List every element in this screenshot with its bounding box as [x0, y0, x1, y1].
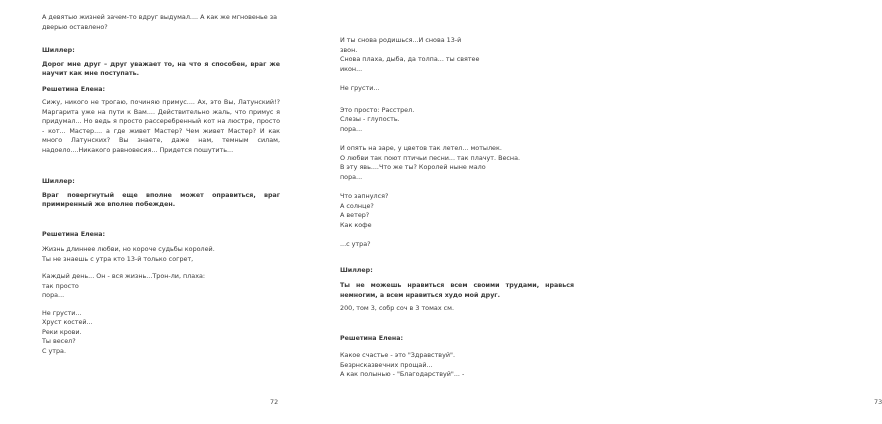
left-text-column: [42, 13, 280, 356]
right-text-column: [340, 36, 574, 380]
poem-line: пора...: [340, 124, 363, 133]
poem-line: икон...: [340, 64, 363, 73]
poem-line: А солнце?: [340, 201, 374, 210]
poem-line: О любви так поют птичьи песни... так плачут. Весна.: [340, 153, 521, 162]
poem-line: Как кофе: [340, 220, 372, 229]
poem-line: Снова плаха, дыба, да толпа... ты святее: [340, 55, 480, 63]
speaker-schiller: Шиллер:: [42, 47, 75, 54]
poem-line: звон.: [340, 45, 358, 54]
poem-line: пора...: [340, 172, 363, 181]
speaker-schiller: Шиллер:: [42, 178, 75, 185]
reply-reshetina-master: Сижу, никого не трогаю, починяю примус.... Ах, это Вы, Латунский!? Маргарита уже на пути к Вам.... Действительно жаль, что примус я придумал... Но ведь я просто рассеребренный кот на люстре, просто - кот... Мастер.... а где живет Мастер? Чем живет Мастер? И как много Латунских? Вы знаете, даже нам, темным силам, надоело....Никакого равновесия... Придется пошутить...: [42, 98, 280, 154]
intro-paragraph: А девятью жизней зачем-то вдруг выдумал.... А как же мгновенье за дверью оставлено?: [42, 13, 278, 31]
poem-line: Слезы - глупость.: [340, 115, 400, 123]
poem-line: ...с утра?: [340, 240, 371, 248]
poem-line: пора...: [42, 291, 65, 299]
page-number: 72: [270, 398, 279, 406]
poem-stanza: [340, 144, 574, 182]
poem-line: И опять на заре, у цветов так летел... мотылек.: [340, 144, 502, 152]
source-citation: 200, том 3, собр соч в 3 томах см.: [340, 304, 455, 312]
quote-schiller-please: Ты не можешь нравиться всем своими трудами, нравься немногим, а всем нравиться худо мой друг.: [340, 282, 574, 299]
poem-line: А как полынью - "Благодарствуй"... -: [340, 370, 465, 378]
poem-reshetina-life: [42, 245, 280, 356]
poem-line: Реки крови.: [42, 327, 82, 336]
speaker-schiller: Шиллер:: [340, 266, 373, 274]
poem-line: Ты весел?: [42, 337, 76, 345]
poem-line: В эту явь....Что же ты? Королей ныне мало: [340, 163, 486, 171]
poem-stanza: [340, 36, 574, 74]
poem-line: А ветер?: [340, 211, 370, 219]
poem-line: Ты не знаешь с утра кто 13-й только согрет,: [42, 254, 194, 263]
quote-schiller-enemy: Враг повергнутый еще вполне может оправиться, враг примиренный же вполне побежден.: [42, 191, 280, 208]
quote-schiller-friend: Дорог мне друг – друг уважает то, на что я способен, враг же научит как мне поступать.: [42, 60, 280, 77]
poem-line: Не грусти...: [340, 84, 380, 92]
page-number: 73: [874, 398, 882, 406]
poem-stanza: [340, 192, 574, 230]
poem-line: так просто: [42, 281, 79, 290]
speaker-reshetina: Решетина Елена:: [42, 230, 105, 238]
right-page: [300, 0, 882, 424]
poem-stanza: [340, 106, 574, 135]
poem-line: И ты снова родишься...И снова 13-й: [340, 36, 462, 44]
speaker-reshetina: Решетина Елена:: [340, 334, 403, 342]
poem-line: Это просто: Расстрел.: [340, 105, 415, 114]
poem-line: Каждый день... Он - вся жизнь...Трон-ли, плаха:: [42, 272, 206, 280]
left-page: [0, 0, 300, 424]
poem-line: Не грусти...: [42, 308, 82, 317]
poem-line: Хруст костей...: [42, 318, 93, 326]
poem-line: Жизнь длиннее любви, но короче судьбы королей.: [42, 245, 215, 253]
poem-line: Что запнулся?: [340, 192, 389, 200]
speaker-reshetina: Решетина Елена:: [42, 85, 105, 93]
poem-reshetina-happiness: [340, 351, 574, 380]
poem-line: С утра.: [42, 346, 67, 355]
poem-line: Безрнсказвечних прощай...: [340, 360, 433, 369]
poem-line: Какое счастье - это "Здравствуй".: [340, 351, 455, 359]
